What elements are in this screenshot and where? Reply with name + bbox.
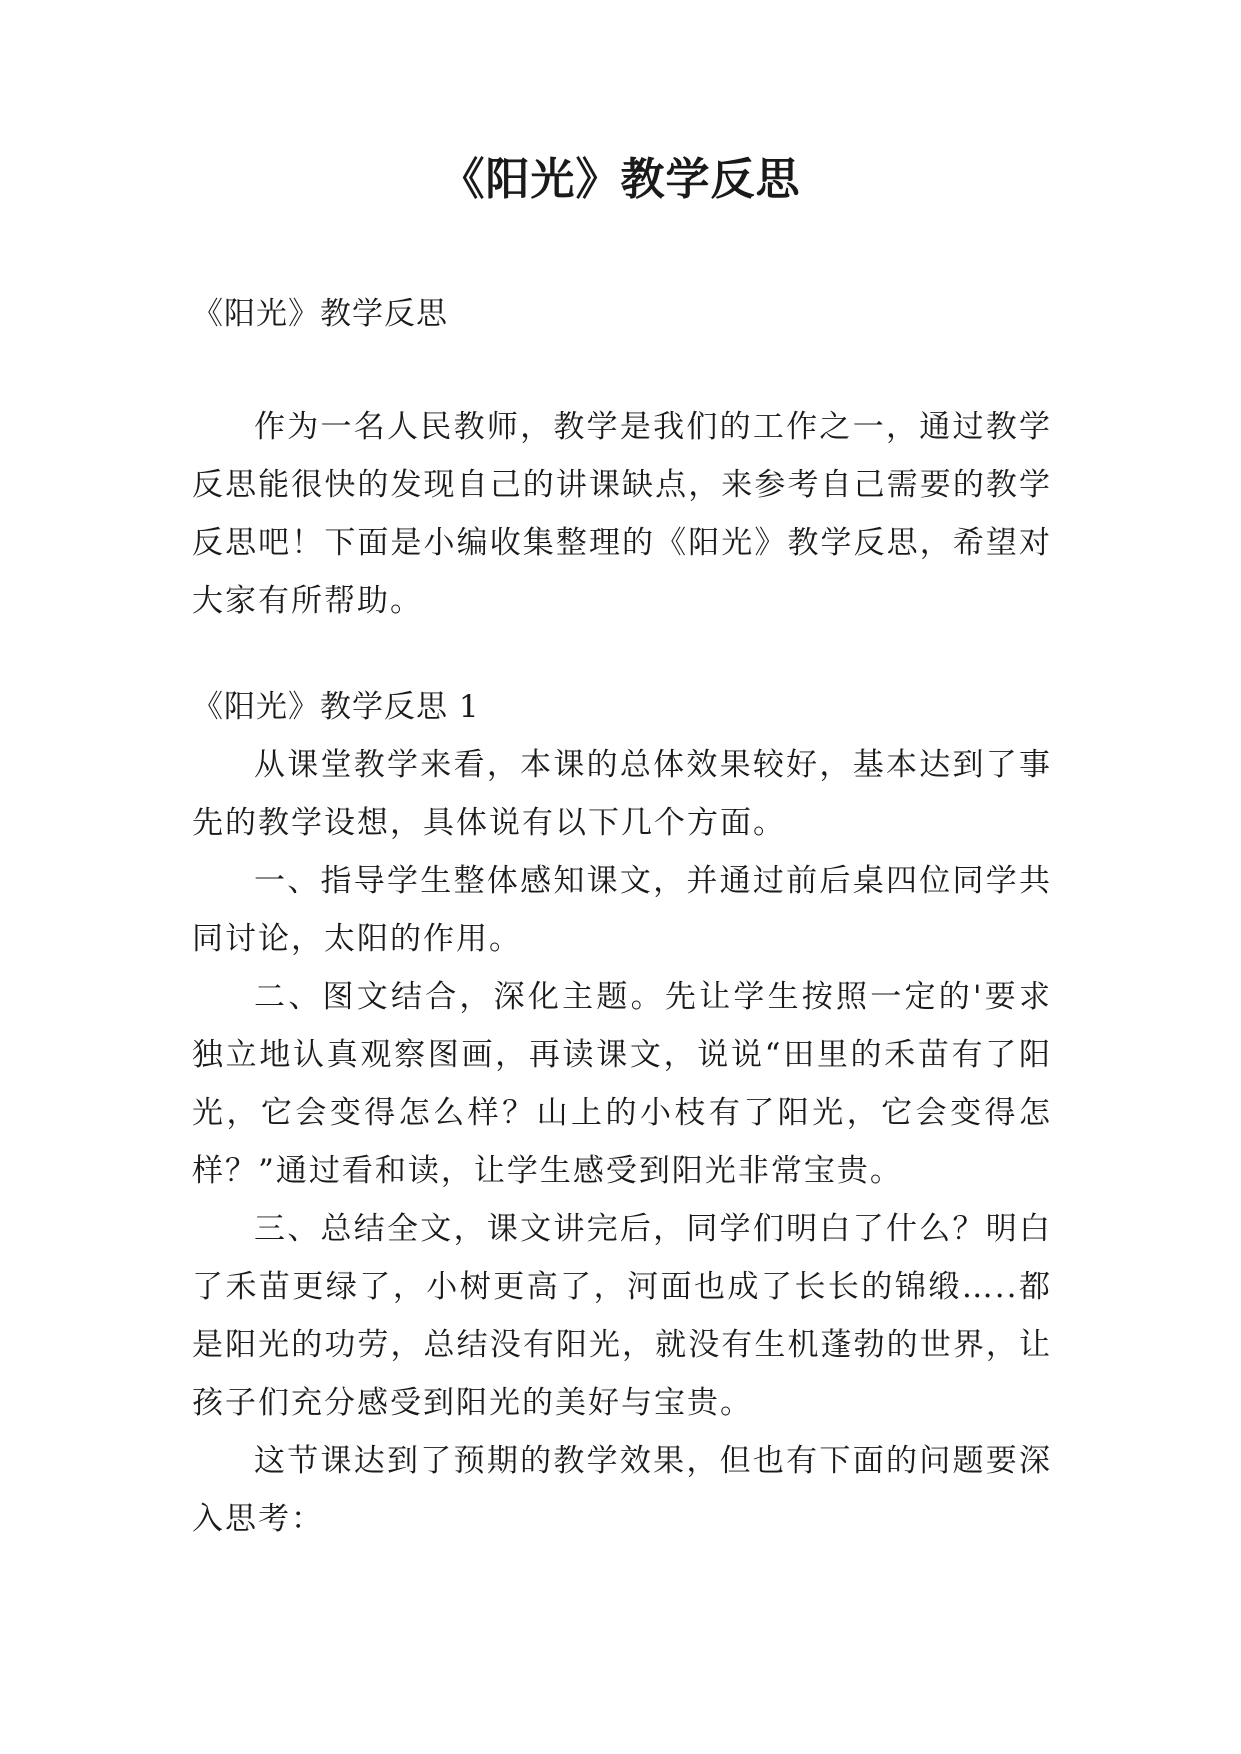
document-body [192,285,1052,1548]
spacer [192,343,1052,398]
spacer [192,630,1052,678]
section-paragraph: 从课堂教学来看，本课的总体效果较好，基本达到了事先的教学设想，具体说有以下几个方面。 [192,747,1052,841]
document-subtitle: 《阳光》教学反思 [192,296,448,332]
section-paragraph: 一、指导学生整体感知课文，并通过前后桌四位同学共同讨论，太阳的作用。 [192,863,1052,957]
section-paragraph: 三、总结全文，课文讲完后，同学们明白了什么？明白了禾苗更绿了，小树更高了，河面也成了长长的锦缎…..都是阳光的功劳，总结没有阳光，就没有生机蓬勃的世界，让孩子们充分感受到阳光的美好与宝贵。 [192,1211,1052,1421]
document-title: 《阳光》教学反思 [440,154,801,205]
section-paragraph: 这节课达到了预期的教学效果，但也有下面的问题要深入思考： [192,1443,1052,1537]
intro-paragraph: 作为一名人民教师，教学是我们的工作之一，通过教学反思能很快的发现自己的讲课缺点，来参考自己需要的教学反思吧！下面是小编收集整理的《阳光》教学反思，希望对大家有所帮助。 [192,409,1052,619]
section-paragraph: 二、图文结合，深化主题。先让学生按照一定的'要求独立地认真观察图画，再读课文，说说“田里的禾苗有了阳光，它会变得怎么样？山上的小枝有了阳光，它会变得怎样？”通过看和读，让学生感受到阳光非常宝贵。 [192,979,1052,1189]
section-heading: 《阳光》教学反思 1 [192,689,480,725]
